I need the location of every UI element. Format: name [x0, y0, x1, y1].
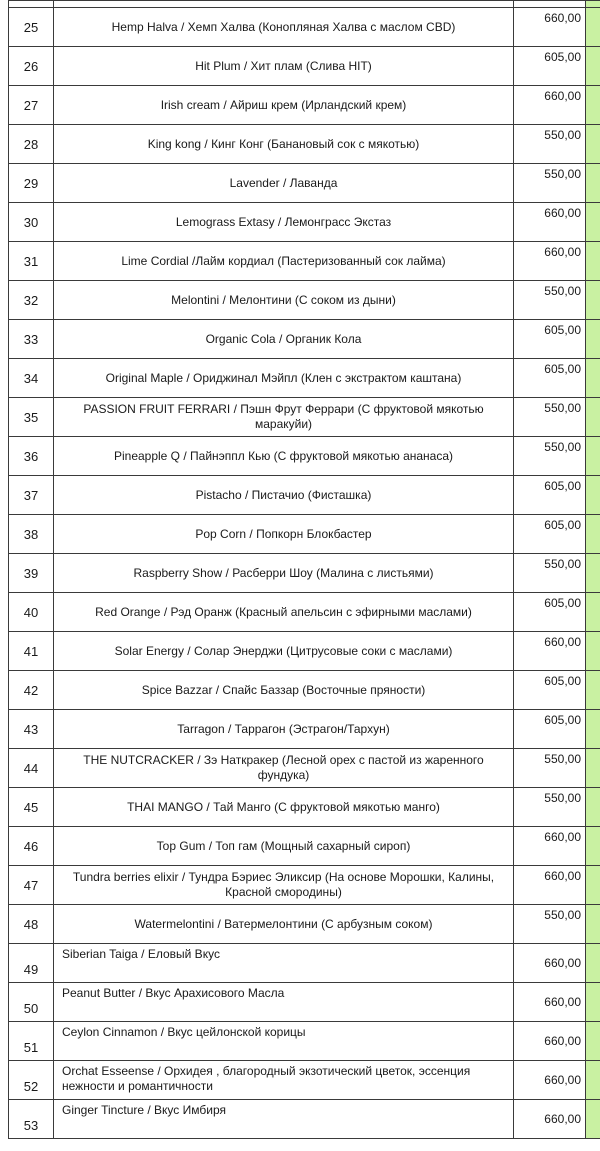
- table-row: [9, 1022, 600, 1061]
- table-row: [9, 1100, 600, 1139]
- row-number-cell: 44: [9, 749, 54, 788]
- row-number-cell: [9, 1, 54, 8]
- table-row: [9, 164, 600, 203]
- green-strip-cell: [586, 1022, 600, 1061]
- table-row: [9, 866, 600, 905]
- price-table: [8, 0, 600, 1139]
- row-number-cell: 25: [9, 8, 54, 47]
- table-row: [9, 203, 600, 242]
- table-row: [9, 671, 600, 710]
- green-strip-cell: [586, 203, 600, 242]
- row-number-cell: 27: [9, 86, 54, 125]
- row-number-cell: 28: [9, 125, 54, 164]
- row-number-cell: 39: [9, 554, 54, 593]
- green-strip-cell: [586, 671, 600, 710]
- price-cell: 550,00: [514, 788, 586, 827]
- green-strip-cell: [586, 905, 600, 944]
- row-number-cell: 46: [9, 827, 54, 866]
- flavor-name-cell: Raspberry Show / Расберри Шоу (Малина с листьями): [54, 554, 514, 593]
- price-cell: 605,00: [514, 515, 586, 554]
- row-number-cell: 43: [9, 710, 54, 749]
- price-cell: 550,00: [514, 749, 586, 788]
- table-row: [9, 1061, 600, 1100]
- table-row: [9, 983, 600, 1022]
- price-cell: 550,00: [514, 554, 586, 593]
- price-cell: 660,00: [514, 242, 586, 281]
- flavor-name-cell: Pineapple Q / Пайнэппл Кью (С фруктовой мякотью ананаса): [54, 437, 514, 476]
- row-number-cell: 50: [9, 983, 54, 1022]
- table-row: [9, 281, 600, 320]
- flavor-name-cell: King kong / Кинг Конг (Банановый сок с мякотью): [54, 125, 514, 164]
- row-number-cell: 30: [9, 203, 54, 242]
- flavor-name-cell: Lemograss Extasy / Лемонграсс Экстаз: [54, 203, 514, 242]
- price-cell: 550,00: [514, 905, 586, 944]
- row-number-cell: 45: [9, 788, 54, 827]
- flavor-name-cell: Orchat Esseense / Орхидея , благородный экзотический цветок, эссенция нежности и романтичности: [54, 1061, 514, 1100]
- flavor-name-cell: Organic Cola / Органик Кола: [54, 320, 514, 359]
- row-number-cell: 31: [9, 242, 54, 281]
- price-cell: 605,00: [514, 476, 586, 515]
- green-strip-cell: [586, 827, 600, 866]
- row-number-cell: 41: [9, 632, 54, 671]
- table-row: [9, 515, 600, 554]
- table-row: [9, 47, 600, 86]
- price-cell: [514, 1, 586, 8]
- green-strip-cell: [586, 476, 600, 515]
- table-row: [9, 320, 600, 359]
- table-row: [9, 788, 600, 827]
- price-cell: 660,00: [514, 827, 586, 866]
- row-number-cell: 37: [9, 476, 54, 515]
- row-number-cell: 33: [9, 320, 54, 359]
- green-strip-cell: [586, 86, 600, 125]
- flavor-name-cell: Spice Bazzar / Спайс Баззар (Восточные пряности): [54, 671, 514, 710]
- green-strip-cell: [586, 281, 600, 320]
- flavor-name-cell: PASSION FRUIT FERRARI / Пэшн Фрут Феррари (С фруктовой мякотью маракуйи): [54, 398, 514, 437]
- table-row: [9, 749, 600, 788]
- green-strip-cell: [586, 320, 600, 359]
- price-table-body: [9, 1, 600, 1139]
- row-number-cell: 42: [9, 671, 54, 710]
- row-number-cell: 48: [9, 905, 54, 944]
- green-strip-cell: [586, 554, 600, 593]
- flavor-name-cell: Pop Corn / Попкорн Блокбастер: [54, 515, 514, 554]
- green-strip-cell: [586, 944, 600, 983]
- flavor-name-cell: Lime Cordial /Лайм кордиал (Пастеризованный сок лайма): [54, 242, 514, 281]
- green-strip-cell: [586, 242, 600, 281]
- price-cell: 660,00: [514, 1061, 586, 1100]
- flavor-name-cell: Ceylon Cinnamon / Вкус цейлонской корицы: [54, 1022, 514, 1061]
- price-cell: 660,00: [514, 86, 586, 125]
- cropped-top-row: [9, 1, 600, 8]
- flavor-name-cell: Pistacho / Пистачио (Фисташка): [54, 476, 514, 515]
- table-row: [9, 125, 600, 164]
- price-cell: 605,00: [514, 359, 586, 398]
- price-cell: 550,00: [514, 281, 586, 320]
- price-list-sheet: [8, 0, 600, 1139]
- price-cell: 660,00: [514, 1022, 586, 1061]
- price-cell: 605,00: [514, 671, 586, 710]
- table-row: [9, 554, 600, 593]
- price-cell: 605,00: [514, 320, 586, 359]
- row-number-cell: 40: [9, 593, 54, 632]
- flavor-name-cell: Solar Energy / Солар Энерджи (Цитрусовые соки с маслами): [54, 632, 514, 671]
- flavor-name-cell: Siberian Taiga / Еловый Вкус: [54, 944, 514, 983]
- flavor-name-cell: Melontini / Мелонтини (С соком из дыни): [54, 281, 514, 320]
- table-row: [9, 86, 600, 125]
- green-strip-cell: [586, 515, 600, 554]
- flavor-name-cell: [54, 1, 514, 8]
- flavor-name-cell: Tarragon / Таррагон (Эстрагон/Тархун): [54, 710, 514, 749]
- price-cell: 660,00: [514, 203, 586, 242]
- table-row: [9, 944, 600, 983]
- table-row: [9, 242, 600, 281]
- row-number-cell: 35: [9, 398, 54, 437]
- table-row: [9, 827, 600, 866]
- green-strip-cell: [586, 1, 600, 8]
- table-row: [9, 359, 600, 398]
- green-strip-cell: [586, 710, 600, 749]
- price-cell: 550,00: [514, 437, 586, 476]
- green-strip-cell: [586, 749, 600, 788]
- price-cell: 605,00: [514, 47, 586, 86]
- price-cell: 660,00: [514, 983, 586, 1022]
- flavor-name-cell: Lavender / Лаванда: [54, 164, 514, 203]
- row-number-cell: 38: [9, 515, 54, 554]
- green-strip-cell: [586, 866, 600, 905]
- flavor-name-cell: THE NUTCRACKER / Зэ Наткракер (Лесной орех с пастой из жаренного фундука): [54, 749, 514, 788]
- row-number-cell: 34: [9, 359, 54, 398]
- table-row: [9, 905, 600, 944]
- table-row: [9, 476, 600, 515]
- flavor-name-cell: Peanut Butter / Вкус Арахисового Масла: [54, 983, 514, 1022]
- green-strip-cell: [586, 1061, 600, 1100]
- green-strip-cell: [586, 788, 600, 827]
- price-cell: 605,00: [514, 710, 586, 749]
- flavor-name-cell: Ginger Tincture / Вкус Имбиря: [54, 1100, 514, 1139]
- row-number-cell: 29: [9, 164, 54, 203]
- flavor-name-cell: Top Gum / Топ гам (Мощный сахарный сироп): [54, 827, 514, 866]
- flavor-name-cell: Hemp Halva / Хемп Халва (Конопляная Халва с маслом CBD): [54, 8, 514, 47]
- green-strip-cell: [586, 632, 600, 671]
- table-row: [9, 593, 600, 632]
- table-row: [9, 632, 600, 671]
- row-number-cell: 47: [9, 866, 54, 905]
- table-row: [9, 710, 600, 749]
- green-strip-cell: [586, 125, 600, 164]
- price-cell: 550,00: [514, 398, 586, 437]
- row-number-cell: 53: [9, 1100, 54, 1139]
- flavor-name-cell: Tundra berries elixir / Тундра Бэриес Эликсир (На основе Морошки, Калины, Красной смородины): [54, 866, 514, 905]
- price-cell: 605,00: [514, 593, 586, 632]
- row-number-cell: 32: [9, 281, 54, 320]
- green-strip-cell: [586, 164, 600, 203]
- green-strip-cell: [586, 47, 600, 86]
- row-number-cell: 26: [9, 47, 54, 86]
- flavor-name-cell: Watermelontini / Ватермелонтини (С арбузным соком): [54, 905, 514, 944]
- row-number-cell: 51: [9, 1022, 54, 1061]
- flavor-name-cell: THAI MANGO / Тай Манго (С фруктовой мякотью манго): [54, 788, 514, 827]
- green-strip-cell: [586, 398, 600, 437]
- green-strip-cell: [586, 1100, 600, 1139]
- price-cell: 660,00: [514, 866, 586, 905]
- green-strip-cell: [586, 437, 600, 476]
- flavor-name-cell: Irish cream / Айриш крем (Ирландский крем): [54, 86, 514, 125]
- price-cell: 660,00: [514, 1100, 586, 1139]
- price-cell: 660,00: [514, 8, 586, 47]
- price-cell: 550,00: [514, 164, 586, 203]
- green-strip-cell: [586, 8, 600, 47]
- price-cell: 660,00: [514, 944, 586, 983]
- table-row: [9, 8, 600, 47]
- green-strip-cell: [586, 593, 600, 632]
- table-row: [9, 398, 600, 437]
- price-cell: 550,00: [514, 125, 586, 164]
- price-cell: 660,00: [514, 632, 586, 671]
- row-number-cell: 52: [9, 1061, 54, 1100]
- flavor-name-cell: Red Orange / Рэд Оранж (Красный апельсин с эфирными маслами): [54, 593, 514, 632]
- table-row: [9, 437, 600, 476]
- row-number-cell: 49: [9, 944, 54, 983]
- green-strip-cell: [586, 983, 600, 1022]
- flavor-name-cell: Original Maple / Ориджинал Мэйпл (Клен с экстрактом каштана): [54, 359, 514, 398]
- flavor-name-cell: Hit Plum / Хит плам (Слива HIT): [54, 47, 514, 86]
- row-number-cell: 36: [9, 437, 54, 476]
- green-strip-cell: [586, 359, 600, 398]
